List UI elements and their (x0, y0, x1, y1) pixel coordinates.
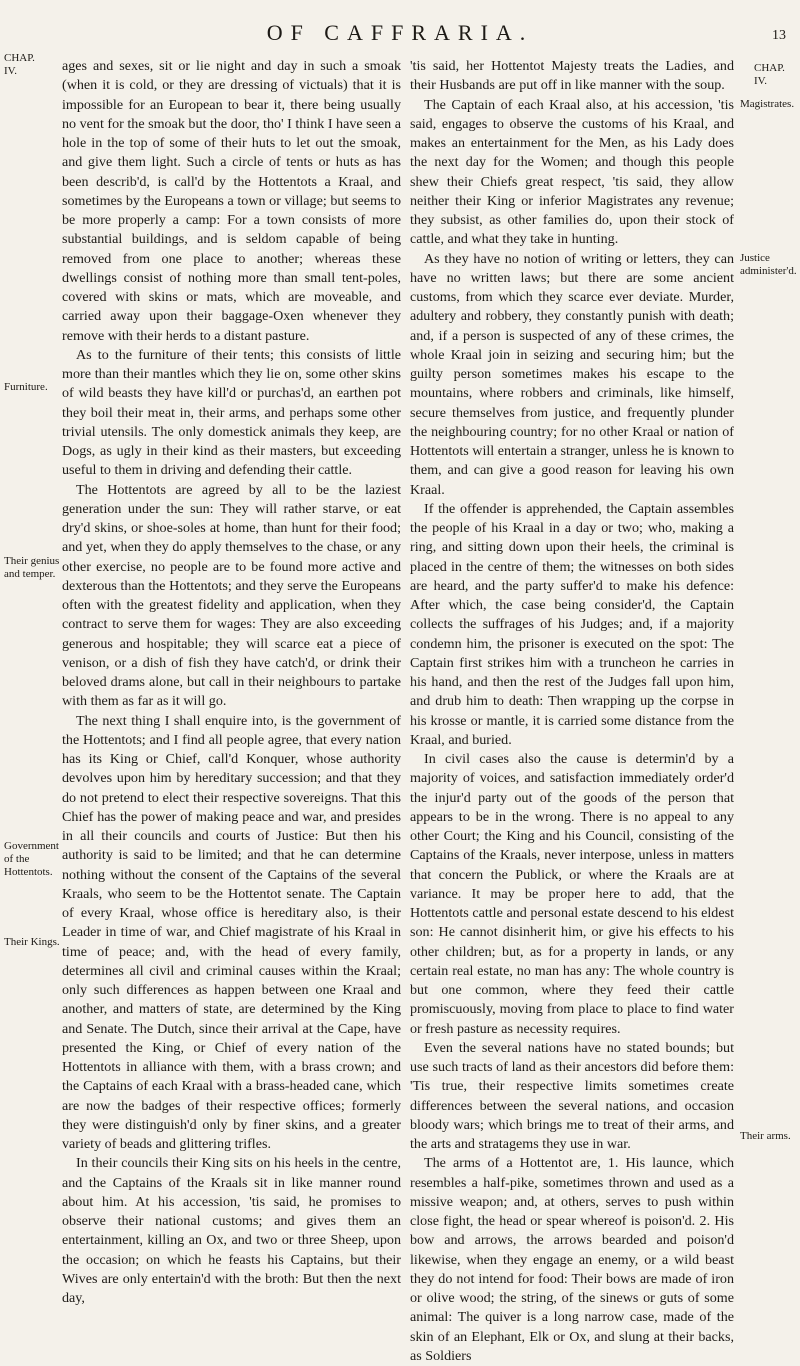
margin-note-government: Government of the Hottentots. (4, 840, 59, 878)
running-title: OF CAFFRARIA. (266, 20, 534, 45)
right-paragraph: In civil cases also the cause is determin'd by a majority of voices, and satisfaction immediately order'd the injur'd party out of the goods of the person that appears to be in the wrong. There is no appeal to any other Court; the King and his Council, consisting of the Captains of the Kraals, never interpose, unless in matters that concern the Publick, or where the Kraals are at variance. It may be proper here to add, that the Hottentots cattle and personal estate descend to his eldest son: He cannot disinherit him, or give his effects to his other children; but, as for a property in lands, or any certain real estate, no man has any: The whole country is but one common, where they feed their cattle promiscuously, moving from place to place to find water or fresh pasture as necessity requires. (410, 751, 734, 1037)
margin-note-genius: Their genius and temper. (4, 555, 60, 580)
left-paragraph: The next thing I shall enquire into, is the government of the Hottentots; and I find all people agree, that every nation has its King or Chief, call'd Konquer, whose authority devolves upon him by hereditary succession; and that they do not pretend to elect their respective sovereigns. That this Chief has the power of making peace and war, and presides in all their councils and courts of Justice: But then his authority is said to be limited; and that he can determine nothing without the consent of the Captains of the several Kraals, who seem to be the Hottentot senate. The Captain of every Kraal, whose office is hereditary also, is their Leader in time of war, and Chief magistrate of his Kraal in time of peace; and, with the head of every family, determines all civil and criminal causes within the Kraal; only such differences as happen between one Kraal and another, and matters of state, are determined by the King and Senate. The Dutch, since their arrival at the Cape, have presented the King, or Chief of every nation of the Hottentots in alliance with them, with a brass crown; and the Captains of each Kraal with a brass-headed cane, which are now the badges of their respective offices; formerly they were distinguish'd only by finer skins, and a greater variety of beads and glittering trifles. (62, 712, 401, 1152)
right-paragraph: Even the several nations have no stated bounds; but use such tracts of land as their ancestors did before them: 'Tis true, their respective limits sometimes create differences between the several nations, and occasion bloody wars; which brings me to treat of their arms, and the arts and stratagems they use in war. (410, 1039, 734, 1152)
margin-note-justice: Justice administer'd. (740, 252, 797, 277)
margin-note-arms: Their arms. (740, 1130, 791, 1142)
left-paragraph: The Hottentots are agreed by all to be the laziest generation under the sun: They will rather starve, or eat dry'd skins, or shoe-soles at home, than hunt for their food; and yet, when they do apply themselves to the chase, or any other exercise, no people are to be found more active and dexterous than the Hottentots; and they serve the Europeans often with the greatest fidelity and application, when they contract to serve them for wages: They are also exceeding generous and hospitable; they will scarce eat a piece of venison, or a dish of fish they have catch'd, or drink their beloved drams alone, but call in their neighbours to partake with them as far as it will go. (62, 481, 401, 710)
margin-note-kings: Their Kings. (4, 936, 60, 948)
margin-note-magistrates: Magistrates. (740, 98, 795, 110)
page-number: 13 (772, 28, 786, 43)
right-paragraph: As they have no notion of writing or letters, they can have no written laws; but there are some ancient customs, from which they scarce ever deviate. Murder, adultery and robbery, they constantly punish with death; and, if a person is suspected of any of these crimes, the whole Kraal join in seizing and securing him; but the guilty person sometimes makes his escape to the mountains, where robbers and criminals, like himself, secure themselves from justice, and frequently plunder the neighbouring country; for no other Kraal or nation of Hottentots will entertain a stranger, unless he is known to them, and can give a good reason for leaving his own Kraal. (410, 250, 734, 498)
right-paragraph: The Captain of each Kraal also, at his accession, 'tis said, engages to observe the customs of his Kraal, and makes an entertainment for the Men, as his Lady does the next day for the Women; and though this people shew their Chiefs great respect, 'tis said, they allow neither their King or inferior Magistrates any revenue; they subsist, as other families do, upon their stock of cattle, and what they take in hunting. (410, 96, 734, 248)
page-header (0, 6, 800, 46)
left-column (62, 57, 401, 1308)
right-paragraph: 'tis said, her Hottentot Majesty treats the Ladies, and their Husbands are put off in like manner with the soup. (410, 58, 734, 94)
chapter-marker-left: CHAP. IV. (4, 52, 35, 77)
margin-note-furniture: Furniture. (4, 381, 48, 393)
left-paragraph: ages and sexes, sit or lie night and day in such a smoak (when it is cold, or they are dressing of victuals) that it is impossible for an European to bear it, there being usually no vent for the smoak but the door, tho' I think I have seen a hole in the top of some of their huts to let out the smoak, and give them light. Such a circle of tents or huts as has been describ'd, is call'd by the Hottentots a Kraal, and sometimes by the Europeans a town or village; but seems to be more properly a camp: For a town consists of more substantial buildings, and is seldom capable of being removed from one place to another; whereas these dwellings consist of nothing more than small tent-poles, covered with skins or mats, which are moveable, and carried away upon their baggage-Oxen whenever they remove with their herds to a distant pasture. (62, 58, 401, 344)
left-paragraph: As to the furniture of their tents; this consists of little more than their mantles which they lie on, some other skins of wild beasts they have kill'd or purchas'd, an earthen pot they boil their meat in, their arms, and perhaps some other trivial utensils. The only domestick animals they keep, are Dogs, as ugly in their kind as their masters, but exceeding useful to them in driving and defending their cattle. (62, 346, 401, 479)
right-column (410, 57, 734, 1366)
left-paragraph: In their councils their King sits on his heels in the centre, and the Captains of the Kraals sit in like manner round about him. At his accession, 'tis said, he promises to observe their national customs; and gives them an entertainment, killing an Ox, and two or three Sheep, upon the occasion; on which he feasts his Captains, but their Wives are only entertain'd with the broth: But then the next day, (62, 1155, 401, 1306)
right-paragraph: If the offender is apprehended, the Captain assembles the people of his Kraal in a day or two; who, making a ring, and sitting down upon their heels, the criminal is placed in the centre of them; the witnesses on both sides are heard, and the party suffer'd to make his defence: After which, the case being consider'd, the Captain collects the suffrages of his Judges; and, if a majority condemn him, the prisoner is executed on the spot: The Captain first strikes him with a truncheon he carries in his hand, and then the rest of the Judges fall upon him, and drub him to death: Then wrapping up the corpse in his krosse or mantle, it is carried some distance from the Kraal, and buried. (410, 500, 734, 748)
right-paragraph: The arms of a Hottentot are, 1. His launce, which resembles a half-pike, sometimes thrown and used as a missive weapon; and, at others, serves to push within close fight, the head or spear whereof is poison'd. 2. His bow and arrows, the arrows bearded and poison'd likewise, when they engage an enemy, or a wild beast they do not intend for food: Their bows are made of iron or olive wood; the string, of the sinews or guts of some animal: The quiver is a long narrow case, made of the skin of an Elephant, Elk or Ox, and slung at their backs, as Soldiers (410, 1155, 734, 1364)
chapter-marker-right: CHAP. IV. (754, 62, 785, 87)
